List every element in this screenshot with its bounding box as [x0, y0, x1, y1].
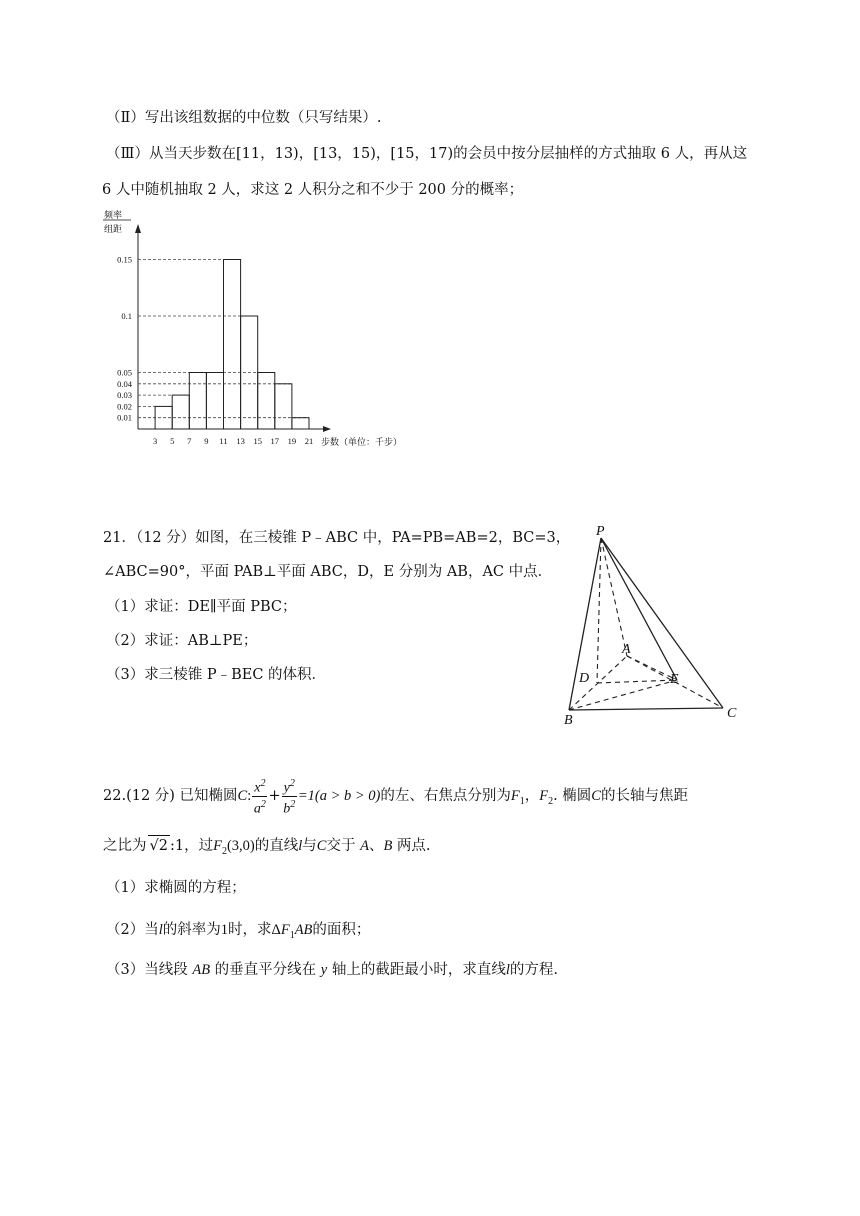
q22-item2-d: 的面积；: [312, 922, 371, 938]
y-tick-0.01: 0.01: [117, 412, 132, 423]
q21-item3: （3）求三棱锥 P﹣BEC 的体积．: [106, 667, 327, 683]
y-tick-0.1: 0.1: [121, 311, 132, 321]
ellipse-c-2: C: [591, 788, 601, 805]
x-tick-7: 7: [187, 436, 192, 446]
y-tick-0.03: 0.03: [117, 390, 132, 401]
x-tick-5: 5: [170, 436, 175, 446]
q22-item2-c: 时，求: [228, 922, 272, 938]
label-a: A: [622, 642, 631, 657]
y-tick-0.02: 0.02: [117, 401, 132, 412]
q22-line2: [103, 835, 431, 862]
line-l-3: l: [505, 962, 510, 978]
focus-f2: $F_2$: [539, 788, 554, 808]
q22-item3-d: 的方程.: [509, 962, 558, 978]
y-tick-0.05: 0.05: [117, 367, 132, 378]
q22-line2-f: 两点.: [396, 838, 431, 854]
edge-bc: [569, 708, 723, 710]
tetrahedron-figure: [555, 522, 755, 732]
q20-part3-line2: 6 人中随机抽取 2 人，求这 2 人积分之和不少于 200 分的概率；: [102, 182, 524, 198]
x-tick-19: 19: [287, 436, 297, 446]
x-tick-11: 11: [219, 436, 228, 446]
q22-line2-c: 的直线: [254, 838, 299, 854]
line-l-2: l: [158, 922, 163, 938]
point-a: A: [360, 838, 369, 854]
bar-9-11: [206, 373, 223, 430]
q20-part2: （Ⅱ）写出该组数据的中位数（只写结果）.: [106, 110, 382, 126]
x-tick-21: 21: [304, 436, 314, 446]
ellipse-c: C: [237, 788, 248, 805]
x-var: x: [254, 780, 261, 796]
point-b: B: [383, 838, 393, 854]
sqrt-2: √2: [148, 835, 170, 856]
x-tick-3: 3: [152, 436, 158, 446]
y-axis-var: y: [320, 962, 328, 978]
q20-part3-line1: （Ⅲ）从当天步数在[11，13)，[13，15)，[15，17)的会员中按分层抽样的方式抽取 6 人，再从这: [106, 146, 748, 162]
x-tick-9: 9: [204, 436, 209, 446]
q22-line2-d: 与: [302, 838, 317, 854]
y-var: y: [283, 780, 290, 796]
focus-f2-point: $F_2(3,0)$: [213, 838, 255, 857]
b-var: b: [283, 801, 291, 817]
colon: :: [247, 788, 252, 805]
bar-17-19: [275, 384, 292, 429]
y-axis-label-top: 频率: [104, 210, 123, 220]
y-axis-label-bottom: 组距: [104, 224, 123, 234]
q22-item2-b: 的斜率为: [162, 922, 221, 938]
q22-item3-b: 的垂直平分线在: [214, 962, 317, 978]
q22-number: 22.: [103, 788, 127, 805]
bar-15-17: [258, 373, 275, 430]
q22-text3: . 椭圆: [553, 788, 592, 805]
separator: 、: [368, 838, 384, 854]
q22-line2-a: 之比为: [103, 838, 147, 854]
edge-de: [597, 680, 677, 683]
label-d: D: [579, 671, 590, 686]
line-l: l: [298, 838, 303, 854]
ellipse-c-3: C: [316, 838, 327, 854]
q22-item2: [106, 920, 370, 946]
triangle-f1ab: $\Delta F_1AB$: [271, 922, 313, 941]
x-tick-17: 17: [270, 436, 280, 446]
q22-line2-b: ，过: [184, 838, 214, 854]
y-tick-0.15: 0.15: [117, 254, 132, 265]
y-axis-arrow: [135, 224, 141, 233]
q22-text4: 的长轴与焦距: [600, 788, 688, 805]
q22-item1: （1）求椭圆的方程；: [106, 880, 246, 896]
x-tick-15: 15: [253, 436, 262, 446]
focus-f1: $F_1$: [510, 788, 525, 808]
q22-item3-c: 轴上的截距最小时，求直线: [331, 962, 506, 978]
label-b: B: [564, 713, 573, 728]
q22-item3-a: （3）当线段: [106, 962, 188, 978]
comma: ，: [524, 788, 540, 805]
q22-line2-e: 交于: [326, 838, 356, 854]
label-e: E: [670, 672, 679, 687]
frac-y2-b2: $\frac{y^2}{b^2}$: [283, 778, 296, 817]
q21-item1: （1）求证：DE∥平面 PBC；: [106, 599, 297, 615]
y-tick-0.04: 0.04: [117, 378, 132, 389]
q22-score: (12 分): [126, 788, 175, 805]
q21-line1: 21．（12 分）如图，在三棱锥 P﹣ABC 中，PA=PB=AB=2，BC=3，: [103, 530, 571, 546]
x-tick-13: 13: [236, 436, 245, 446]
ellipse-condition: =1(a > b > 0): [297, 788, 381, 805]
slope-one: 1: [220, 922, 229, 938]
q22-line1: 22.(12 分) 已知椭圆C: $\frac{x^2}{a^2}$ + $\frac{y^2}{b^2}$ =1(a > b > 0)的左、右焦点分别为$F_1$，$F_2$. 椭圆C的长轴与焦距: [103, 778, 688, 817]
bar-5-7: [172, 395, 189, 429]
q21-item2: （2）求证：AB⊥PE；: [106, 633, 258, 649]
a-var: a: [253, 801, 261, 817]
q22-item2-a: （2）当: [106, 922, 159, 938]
bar-7-9: [189, 373, 206, 430]
label-p: P: [596, 524, 605, 539]
q21-line2: ∠ABC=90°，平面 PAB⊥平面 ABC，D，E 分别为 AB，AC 中点．: [103, 564, 553, 580]
edge-pe: [601, 538, 677, 680]
bar-11-13: [224, 260, 241, 430]
label-c: C: [727, 706, 737, 721]
segment-ab: AB: [192, 962, 211, 978]
frac-x2-a2: $\frac{x^2}{a^2}$: [253, 778, 266, 817]
ratio: :1: [169, 838, 185, 854]
histogram-chart: [95, 205, 440, 455]
q22-item3: [106, 960, 558, 980]
x-axis-label: 步数（单位：千步）: [321, 437, 403, 447]
bar-19-21: [292, 418, 309, 429]
q22-text1: 已知椭圆: [179, 788, 238, 805]
q22-text2: 的左、右焦点分别为: [380, 788, 511, 805]
x-axis-arrow: [323, 426, 331, 432]
